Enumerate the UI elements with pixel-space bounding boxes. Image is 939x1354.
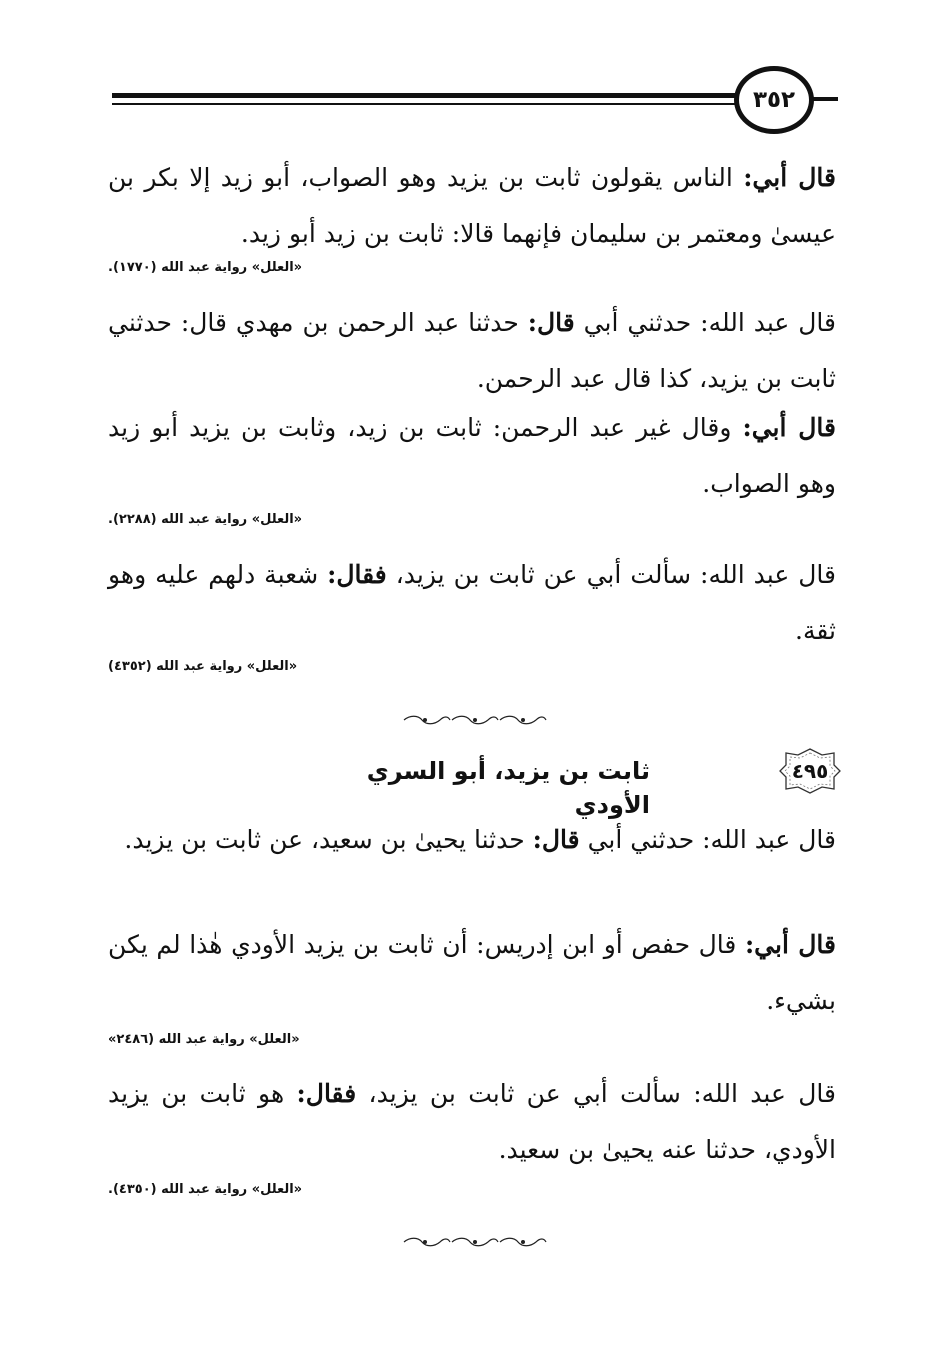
- source-citation: «العلل» رواية عبد الله (٤٣٥٢): [108, 659, 298, 674]
- paragraph-text: هو ثابت بن يزيد الأودي، حدثنا عنه يحيىٰ بن سعيد.: [108, 1079, 836, 1164]
- speaker-label: قال:: [527, 308, 575, 337]
- speaker-label: قال أبي:: [744, 930, 836, 959]
- speaker-label: فقال:: [296, 1079, 357, 1108]
- source-citation: «العلل» رواية عبد الله (٢٢٨٨).: [108, 512, 303, 527]
- paragraph: [108, 295, 836, 407]
- paragraph-lead: قال عبد الله: سألت أبي عن ثابت بن يزيد،: [356, 1079, 836, 1108]
- paragraph: [108, 547, 836, 659]
- section-number-badge: [778, 747, 842, 795]
- header-rule-tail: [812, 97, 838, 101]
- speaker-label: فقال:: [327, 560, 387, 589]
- paragraph: [108, 400, 836, 512]
- paragraph-lead: قال عبد الله: حدثني أبي: [574, 308, 836, 337]
- header-rule-thick: [112, 93, 752, 98]
- paragraph-text: وقال غير عبد الرحمن: ثابت بن زيد، وثابت بن يزيد أبو زيد وهو الصواب.: [108, 413, 836, 498]
- paragraph-lead: قال عبد الله: سألت أبي عن ثابت بن يزيد،: [386, 560, 836, 589]
- paragraph: [108, 917, 836, 1029]
- speaker-label: قال:: [532, 825, 580, 854]
- paragraph-text: قال حفص أو ابن إدريس: أن ثابت بن يزيد الأودي هٰذا لم يكن بشيء.: [108, 930, 836, 1015]
- header-rule-thin: [112, 103, 752, 105]
- paragraph-text: حدثنا عبد الرحمن بن مهدي قال: حدثني ثابت بن يزيد، كذا قال عبد الرحمن.: [108, 308, 836, 393]
- source-citation: «العلل» رواية عبد الله (١٧٧٠).: [108, 260, 303, 275]
- paragraph: [108, 150, 836, 262]
- speaker-label: قال أبي:: [742, 413, 837, 442]
- section-title: ثابت بن يزيد، أبو السري الأودي: [366, 757, 650, 819]
- source-citation: «العلل» رواية عبد الله (٤٣٥٠).: [108, 1182, 303, 1197]
- speaker-label: قال أبي:: [743, 163, 836, 192]
- paragraph: [108, 1066, 836, 1178]
- section-number: ٤٩٥: [791, 759, 829, 783]
- page-number: ٣٥٢: [734, 66, 814, 134]
- paragraph: [108, 812, 836, 868]
- paragraph-text: شعبة دلهم عليه وهو ثقة.: [108, 560, 836, 645]
- paragraph-lead: قال عبد الله: حدثني أبي: [579, 825, 836, 854]
- paragraph-text: حدثنا يحيىٰ بن سعيد، عن ثابت بن يزيد.: [124, 825, 533, 854]
- ornament-divider: [400, 1236, 550, 1248]
- source-citation: «العلل» رواية عبد الله (٢٤٨٦»: [108, 1032, 300, 1047]
- paragraph-text: الناس يقولون ثابت بن يزيد وهو الصواب، أبو زيد إلا بكر بن عيسىٰ ومعتمر بن سليمان فإنهما قالا: ثابت بن زيد أبو زيد.: [108, 163, 836, 248]
- ornament-divider: [400, 714, 550, 726]
